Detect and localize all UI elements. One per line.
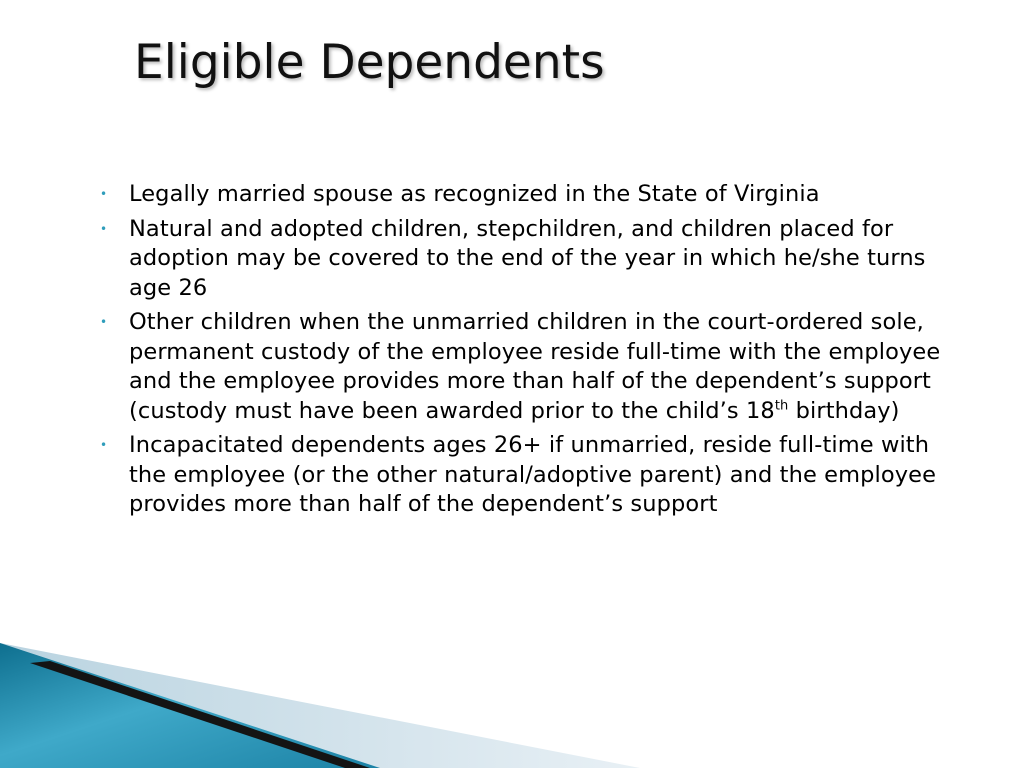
bullet-text: Natural and adopted children, stepchildren, and children placed for adoption may be covered to the end of the year in which he/she turns age 26 (129, 215, 926, 301)
ordinal-superscript: th (774, 398, 789, 413)
teal-wedge-shape (0, 643, 380, 768)
bullet-icon: • (100, 221, 108, 236)
bullet-item-other-children (100, 308, 950, 426)
bullet-text-part: birthday) (788, 397, 900, 424)
bullet-text (129, 309, 940, 424)
bullet-item-children (100, 215, 950, 304)
bullet-item-spouse (100, 180, 950, 210)
bullet-text: Legally married spouse as recognized in the State of Virginia (129, 181, 820, 207)
bullet-item-incapacitated (100, 431, 950, 520)
slide-title: Eligible Dependents (134, 35, 605, 90)
bullet-icon: • (100, 187, 108, 201)
bullet-icon: • (100, 438, 108, 452)
bullet-icon: • (100, 315, 108, 329)
bullet-text: Incapacitated dependents ages 26+ if unmarried, reside full-time with the employee (or the other natural/adoptive parent) and the employee provides more than half of the dependent’s support (129, 432, 937, 517)
bullet-text-part: Other children when the unmarried children in the court-ordered sole, permanent custody of the employee reside full-time with the employee and the employee provides more than half of the dependent’s support (custody must have been awarded prior to the child’s 18 (129, 309, 941, 424)
bullet-list (100, 180, 950, 525)
corner-wave-decoration (0, 643, 1024, 768)
